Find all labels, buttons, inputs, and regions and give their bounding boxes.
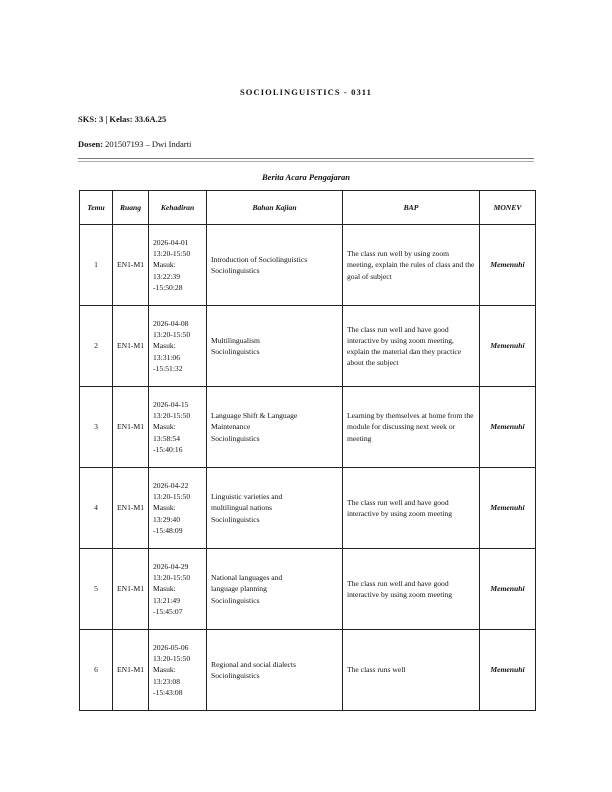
- attendance-line: 2026-04-08: [153, 318, 189, 328]
- table-row: [80, 306, 536, 387]
- cell-meeting-number: 3: [80, 387, 113, 468]
- attendance-line: -15:40:16: [153, 444, 183, 454]
- material-line: Multilingualism: [211, 335, 260, 345]
- column-header-ruang: Ruang: [113, 191, 149, 225]
- attendance-line: -15:43:08: [153, 687, 183, 697]
- column-header-temu: Temu: [80, 191, 113, 225]
- cell-room: [113, 549, 149, 630]
- cell-monitoring-status: Memenuhi: [480, 549, 536, 630]
- cell-meeting-number: 5: [80, 549, 113, 630]
- room-value: EN1-M1: [117, 422, 144, 432]
- cell-attendance: [149, 630, 207, 711]
- attendance-line: 13:58:54: [153, 433, 181, 443]
- table-row: [80, 387, 536, 468]
- attendance-line: 13:23:08: [153, 676, 181, 686]
- cell-study-material: [207, 387, 343, 468]
- lecturer-label: Dosen:: [78, 139, 104, 149]
- cell-study-material: [207, 306, 343, 387]
- cell-study-material: [207, 630, 343, 711]
- cell-study-material: [207, 225, 343, 306]
- cell-study-material: [207, 468, 343, 549]
- cell-teaching-record: [343, 225, 480, 306]
- attendance-line: Masuk:: [153, 260, 176, 270]
- material-line: Sociolinguistics: [211, 347, 260, 356]
- teaching-record-text: The class run well and have good interactive by using zoom meeting, explain the material dan they practice about the subject: [347, 324, 462, 368]
- room-value: EN1-M1: [117, 341, 144, 351]
- cell-teaching-record: [343, 468, 480, 549]
- attendance-line: 2026-04-15: [153, 399, 189, 409]
- table-row: [80, 225, 536, 306]
- table-row: [80, 468, 536, 549]
- column-header-kehadiran: Kehadiran: [149, 191, 207, 225]
- material-line: language planning: [211, 584, 267, 594]
- cell-monitoring-status: Memenuhi: [480, 306, 536, 387]
- material-line: Maintenance: [211, 422, 251, 432]
- cell-monitoring-status: Memenuhi: [480, 630, 536, 711]
- teaching-record-table: [79, 190, 536, 711]
- cell-teaching-record: [343, 387, 480, 468]
- cell-attendance: [149, 468, 207, 549]
- cell-attendance: [149, 225, 207, 306]
- attendance-line: 13:20-15:50: [153, 411, 191, 421]
- cell-attendance: [149, 387, 207, 468]
- cell-teaching-record: [343, 549, 480, 630]
- cell-attendance: [149, 306, 207, 387]
- cell-meeting-number: 4: [80, 468, 113, 549]
- material-line: Sociolinguistics: [211, 514, 260, 524]
- lecturer-info: [78, 139, 191, 149]
- room-value: EN1-M1: [117, 503, 144, 513]
- cell-room: [113, 225, 149, 306]
- cell-meeting-number: 6: [80, 630, 113, 711]
- cell-room: [113, 468, 149, 549]
- cell-meeting-number: 2: [80, 306, 113, 387]
- teaching-record-text: The class runs well: [347, 665, 406, 675]
- attendance-line: 13:22:39: [153, 271, 181, 281]
- attendance-line: Masuk:: [153, 503, 176, 513]
- table-body: [80, 225, 536, 711]
- room-value: EN1-M1: [117, 260, 144, 270]
- teaching-record-text: Learning by themselves at home from the module for discussing next week or meeting: [347, 411, 474, 443]
- cell-monitoring-status: Memenuhi: [480, 387, 536, 468]
- cell-room: [113, 306, 149, 387]
- teaching-record-text: The class run well and have good interactive by using zoom meeting: [347, 497, 453, 518]
- table-header-row: [80, 191, 536, 225]
- room-value: EN1-M1: [117, 584, 144, 594]
- attendance-line: 13:31:06: [153, 352, 181, 362]
- sks-class-info: SKS: 3 | Kelas: 33.6A.25: [78, 114, 167, 124]
- attendance-line: 13:20-15:50: [153, 492, 191, 502]
- header-divider: [78, 158, 534, 162]
- attendance-line: Masuk:: [153, 584, 176, 594]
- lecturer-value: 201507193 – Dwi Indarti: [105, 139, 192, 149]
- column-header-bap: BAP: [343, 191, 480, 225]
- material-line: National languages and: [211, 573, 283, 583]
- cell-monitoring-status: Memenuhi: [480, 468, 536, 549]
- attendance-line: -15:48:09: [153, 525, 183, 535]
- attendance-line: 13:29:40: [153, 514, 181, 524]
- attendance-line: 13:20-15:50: [153, 249, 191, 259]
- table-row: [80, 630, 536, 711]
- column-header-monev: MONEV: [480, 191, 536, 225]
- cell-meeting-number: 1: [80, 225, 113, 306]
- cell-monitoring-status: Memenuhi: [480, 225, 536, 306]
- material-line: Language Shift & Language: [211, 411, 298, 421]
- attendance-line: Masuk:: [153, 665, 176, 675]
- attendance-line: -15:45:07: [153, 606, 183, 616]
- cell-room: [113, 387, 149, 468]
- material-line: Linguistic varieties and: [211, 492, 283, 502]
- teaching-record-text: The class run well by using zoom meeting, explain the rules of class and the goal of subject: [347, 249, 475, 281]
- attendance-line: 2026-04-22: [153, 480, 189, 490]
- column-header-bahan-kajian: Bahan Kajian: [207, 191, 343, 225]
- cell-teaching-record: [343, 306, 480, 387]
- attendance-line: -15:50:28: [153, 282, 183, 292]
- room-value: EN1-M1: [117, 665, 144, 675]
- cell-room: [113, 630, 149, 711]
- material-line: Regional and social dialects: [211, 659, 296, 669]
- teaching-record-text: The class run well and have good interactive by using zoom meeting: [347, 578, 453, 599]
- cell-attendance: [149, 549, 207, 630]
- table-row: [80, 549, 536, 630]
- material-line: Sociolinguistics: [211, 266, 260, 275]
- cell-study-material: [207, 549, 343, 630]
- attendance-line: 13:20-15:50: [153, 654, 191, 664]
- attendance-line: Masuk:: [153, 422, 176, 432]
- attendance-line: 13:21:49: [153, 595, 181, 605]
- attendance-line: Masuk:: [153, 341, 176, 351]
- attendance-line: -15:51:32: [153, 363, 183, 373]
- material-line: Introduction of Sociolinguistics: [211, 254, 308, 264]
- material-line: Sociolinguistics: [211, 433, 260, 443]
- attendance-line: 13:20-15:50: [153, 573, 191, 583]
- attendance-line: 13:20-15:50: [153, 330, 191, 340]
- section-title: Berita Acara Pengajaran: [262, 172, 350, 182]
- course-title: SOCIOLINGUISTICS - 0311: [239, 87, 373, 97]
- cell-teaching-record: [343, 630, 480, 711]
- material-line: Sociolinguistics: [211, 671, 260, 680]
- attendance-line: 2026-05-06: [153, 642, 189, 652]
- material-line: Sociolinguistics: [211, 595, 260, 605]
- attendance-line: 2026-04-01: [153, 237, 189, 247]
- attendance-line: 2026-04-29: [153, 561, 189, 571]
- material-line: multilingual nations: [211, 503, 272, 513]
